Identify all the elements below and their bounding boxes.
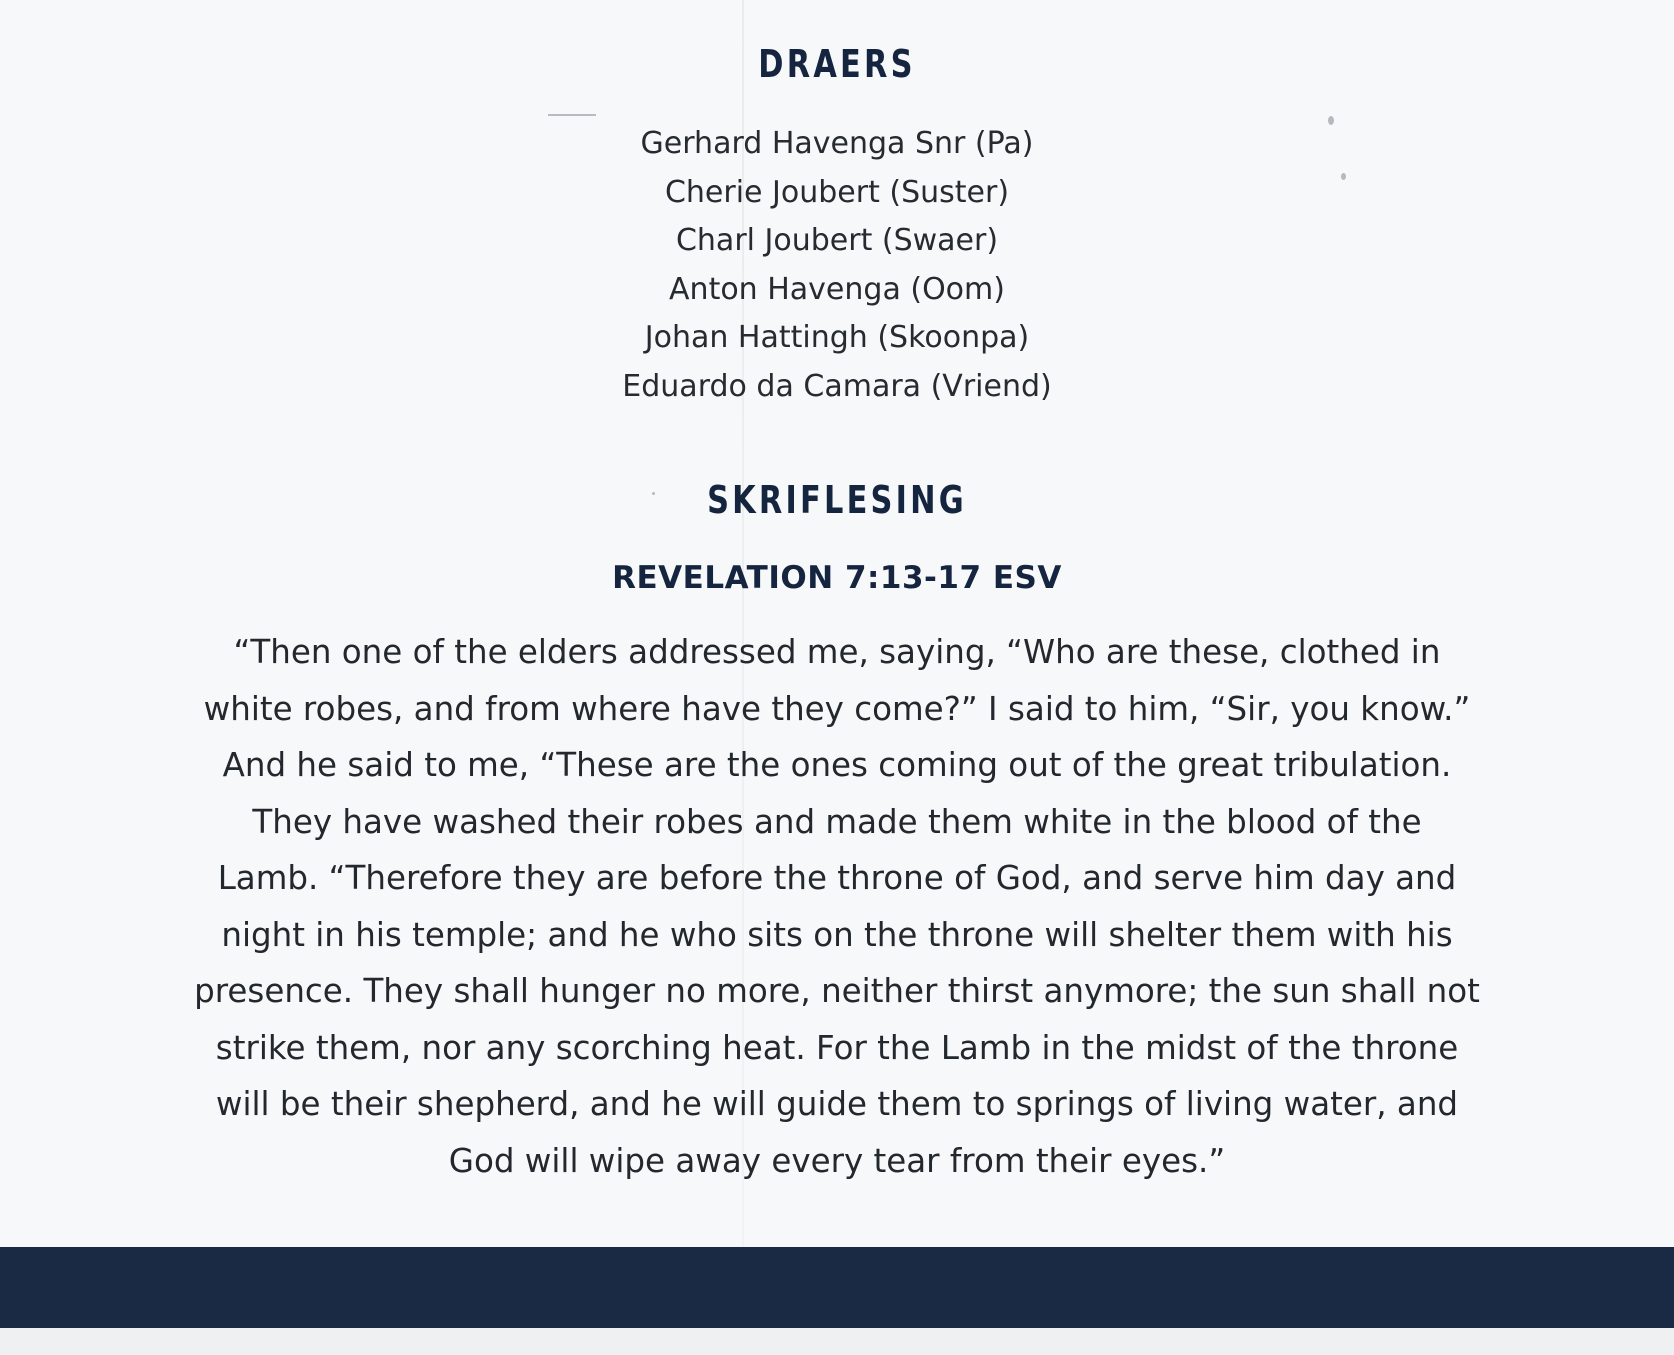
scripture-line: God will wipe away every tear from their eyes.” (448, 1141, 1226, 1180)
scripture-line: will be their shepherd, and he will guide them to springs of living water, and (215, 1085, 1459, 1123)
bearer-name: Eduardo da Camara (Vriend) (622, 368, 1052, 404)
scripture-line: “Then one of the elders addressed me, saying, “Who are these, clothed in (233, 633, 1441, 671)
page-bottom-edge (0, 1328, 1674, 1355)
scripture-reference: REVELATION 7:13-17 ESV (612, 560, 1062, 596)
bearer-name: Gerhard Havenga Snr (Pa) (640, 126, 1034, 161)
scripture-line: Lamb. “Therefore they are before the throne of God, and serve him day and (217, 859, 1457, 897)
bearer-name: Cherie Joubert (Suster) (664, 174, 1010, 210)
scripture-line: presence. They shall hunger no more, neither thirst anymore; the sun shall not (194, 972, 1480, 1010)
scripture-line: strike them, nor any scorching heat. For the Lamb in the midst of the throne (215, 1028, 1459, 1067)
bearers-list (0, 120, 1674, 411)
scripture-passage (0, 624, 1674, 1189)
bearer-name: Johan Hattingh (Skoonpa) (644, 320, 1030, 355)
scripture-line: night in his temple; and he who sits on the throne will shelter them with his (221, 915, 1453, 954)
scripture-line: And he said to me, “These are the ones coming out of the great tribulation. (222, 746, 1452, 784)
scripture-line: white robes, and from where have they come?” I said to him, “Sir, you know.” (203, 689, 1471, 728)
bearers-heading: DRAERS (758, 42, 916, 86)
bearer-name: Anton Havenga (Oom) (669, 271, 1005, 307)
footer-band (0, 1247, 1674, 1328)
scripture-reading-heading: SKRIFLESING (707, 478, 967, 522)
bearer-name: Charl Joubert (Swaer) (675, 223, 999, 258)
stray-mark (548, 114, 596, 116)
scripture-line: They have washed their robes and made them white in the blood of the (252, 802, 1422, 841)
